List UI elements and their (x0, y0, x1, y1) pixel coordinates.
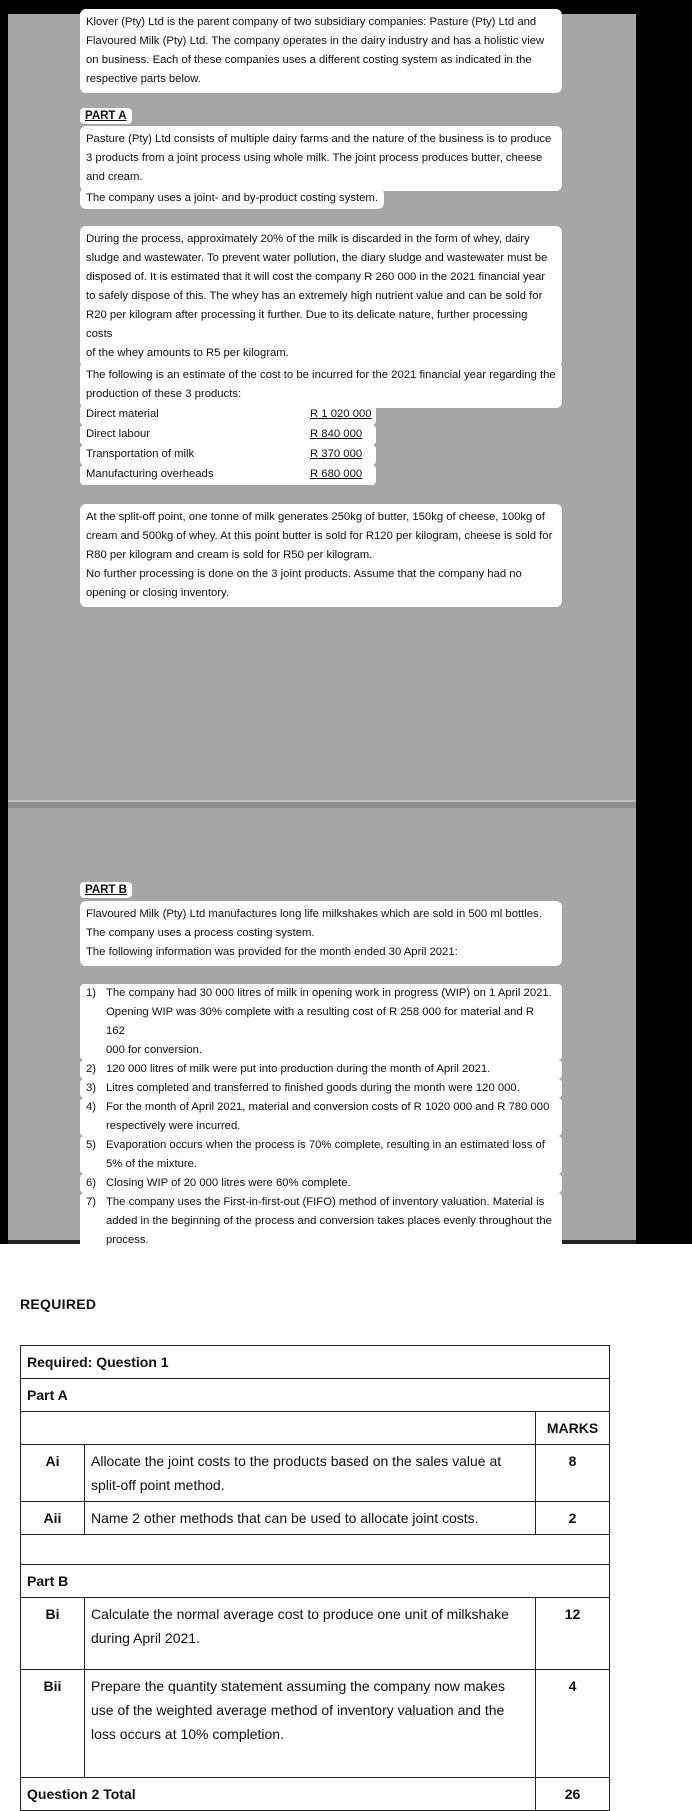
intro-line: Flavoured Milk (Pty) Ltd. The company operates in the dairy industry and has a holistic view (86, 35, 545, 47)
list-item-line: Opening WIP was 30% complete with a resulting cost of R 258 000 for material and R 162 (106, 1006, 535, 1037)
cost-label: Direct labour (86, 428, 151, 440)
left-dark-bar (0, 0, 8, 1244)
whey-line: R20 per kilogram after processing it further. Due to its delicate nature, further processing costs (86, 309, 528, 340)
cost-value: R 680 000 (310, 468, 363, 480)
question-marks: 8 (536, 1445, 610, 1502)
part-a-costing-system (80, 188, 384, 209)
cost-value: R 370 000 (310, 448, 363, 460)
list-item (80, 1174, 562, 1193)
part-b-intro-line: The following information was provided for the month ended 30 April 2021: (86, 946, 458, 958)
required-table (20, 1345, 610, 1811)
part-a-system-line: The company uses a joint- and by-product costing system. (86, 192, 378, 204)
cost-value: R 840 000 (310, 428, 363, 440)
part-b-intro-line: The company uses a process costing system. (86, 927, 315, 939)
part-a-description-line: and cream. (86, 171, 143, 183)
intro-line: respective parts below. (86, 73, 201, 85)
whey-paragraph (80, 226, 562, 367)
table-row (21, 1778, 610, 1811)
table-row (21, 1379, 610, 1412)
whey-line: of the whey amounts to R5 per kilogram. (86, 347, 289, 359)
list-item-number: 4) (86, 1101, 97, 1113)
question-code: Ai (21, 1445, 85, 1502)
table-title: Required: Question 1 (21, 1346, 610, 1379)
part-b-information-list (80, 984, 562, 1250)
whey-line: to safely dispose of this. The whey has an extremely high nutrient value and can be sold for (86, 290, 543, 302)
list-item-line: respectively were incurred. (106, 1120, 241, 1132)
list-item-number: 5) (86, 1139, 97, 1151)
whey-line: disposed of. It is estimated that it will cost the company R 260 000 in the 2021 financial year (86, 271, 546, 283)
total-marks: 26 (536, 1778, 610, 1811)
list-item-text (106, 1174, 556, 1193)
list-item (80, 1098, 562, 1136)
total-label: Question 2 Total (21, 1778, 536, 1811)
cost-label: Transportation of milk (86, 448, 195, 460)
list-item-number: 7) (86, 1196, 97, 1208)
part-a-description (80, 126, 562, 191)
question-code: Aii (21, 1502, 85, 1535)
question-marks: 2 (536, 1502, 610, 1535)
cost-row-transportation (80, 445, 376, 465)
part-b-intro (80, 901, 562, 966)
list-item-line: 5% of the mixture. (106, 1158, 198, 1170)
split-line: At the split-off point, one tonne of milk generates 250kg of butter, 150kg of cheese, 100kg of (86, 511, 545, 523)
page-break (8, 800, 636, 808)
part-b-heading: PART B (80, 882, 132, 898)
list-item-text (106, 1079, 556, 1098)
empty-cell (21, 1535, 610, 1565)
estimate-paragraph (80, 362, 562, 408)
question-text: Calculate the normal average cost to produce one unit of milkshake during April 2021. (85, 1598, 536, 1670)
list-item-line: 120 000 litres of milk were put into production during the month of April 2021. (106, 1063, 491, 1075)
cost-label: Manufacturing overheads (86, 468, 214, 480)
list-item-line: For the month of April 2021, material and conversion costs of R 1020 000 and R 780 000 (106, 1101, 550, 1113)
cost-row-direct-labour (80, 425, 376, 445)
split-line: R80 per kilogram and cream is sold for R50 per kilogram. (86, 549, 373, 561)
question-text: Prepare the quantity statement assuming the company now makes use of the weighted average method of inventory valuation and the loss occurs at 10% completion. (85, 1670, 536, 1778)
list-item-line: 000 for conversion. (106, 1044, 203, 1056)
whey-line: sludge and wastewater. To prevent water pollution, the diary sludge and wastewater must be (86, 252, 548, 264)
question-marks: 4 (536, 1670, 610, 1778)
list-item (80, 1136, 562, 1174)
list-item-number: 6) (86, 1177, 97, 1189)
list-item-text (106, 984, 556, 1060)
table-row (21, 1565, 610, 1598)
part-a-description-line: Pasture (Pty) Ltd consists of multiple dairy farms and the nature of the business is to produce (86, 133, 552, 145)
list-item-number: 1) (86, 987, 97, 999)
list-item-line: Evaporation occurs when the process is 70% complete, resulting in an estimated loss of (106, 1139, 545, 1151)
table-row (21, 1598, 610, 1670)
table-row (21, 1445, 610, 1502)
intro-line: on business. Each of these companies uses a different costing system as indicated in the (86, 54, 532, 66)
estimate-line: The following is an estimate of the cost to be incurred for the 2021 financial year regarding the (86, 369, 556, 381)
part-b-label: Part B (21, 1565, 610, 1598)
table-row (21, 1412, 610, 1445)
list-item-line: The company uses the First-in-first-out (FIFO) method of inventory valuation. Material is (106, 1196, 545, 1208)
question-text: Name 2 other methods that can be used to allocate joint costs. (85, 1502, 536, 1535)
marks-header: MARKS (536, 1412, 610, 1445)
right-dark-bar (636, 0, 692, 1244)
intro-paragraph (80, 9, 562, 93)
part-a-heading: PART A (80, 108, 132, 124)
empty-cell (21, 1412, 536, 1445)
list-item-text (106, 1193, 556, 1250)
cost-label: Direct material (86, 408, 159, 420)
cost-row-direct-material (80, 405, 376, 425)
required-heading: REQUIRED (20, 1296, 97, 1312)
list-item-line: Litres completed and transferred to finished goods during the month were 120 000. (106, 1082, 520, 1094)
whey-line: During the process, approximately 20% of the milk is discarded in the form of whey, dairy (86, 233, 530, 245)
list-item (80, 1193, 562, 1250)
question-marks: 12 (536, 1598, 610, 1670)
cost-value: R 1 020 000 (310, 408, 372, 420)
table-row (21, 1535, 610, 1565)
list-item-number: 3) (86, 1082, 97, 1094)
list-item-line: Closing WIP of 20 000 litres were 60% complete. (106, 1177, 351, 1189)
estimate-line: production of these 3 products: (86, 388, 242, 400)
split-off-paragraph (80, 504, 562, 607)
part-b-intro-line: Flavoured Milk (Pty) Ltd manufactures long life milkshakes which are sold in 500 ml bottles. (86, 908, 542, 920)
intro-line: Klover (Pty) Ltd is the parent company of two subsidiary companies: Pasture (Pty) Ltd and (86, 16, 537, 28)
list-item-number: 2) (86, 1063, 97, 1075)
split-line: cream and 500kg of whey. At this point butter is sold for R120 per kilogram, cheese is sold for (86, 530, 553, 542)
question-code: Bi (21, 1598, 85, 1670)
list-item-text (106, 1060, 556, 1079)
table-row (21, 1502, 610, 1535)
list-item-line: The company had 30 000 litres of milk in opening work in progress (WIP) on 1 April 2021. (106, 987, 552, 999)
split-line: No further processing is done on the 3 joint products. Assume that the company had no (86, 568, 522, 580)
question-text: Allocate the joint costs to the products based on the sales value at split-off point method. (85, 1445, 536, 1502)
list-item-text (106, 1098, 556, 1136)
table-row (21, 1670, 610, 1778)
list-item (80, 1079, 562, 1098)
list-item-text (106, 1136, 556, 1174)
cost-row-overheads (80, 465, 376, 485)
question-code: Bii (21, 1670, 85, 1778)
list-item (80, 1060, 562, 1079)
part-a-label: Part A (21, 1379, 610, 1412)
list-item (80, 984, 562, 1060)
list-item-line: added in the beginning of the process and conversion takes places evenly throughout the (106, 1215, 552, 1227)
part-a-description-line: 3 products from a joint process using whole milk. The joint process produces butter, cheese (86, 152, 543, 164)
table-row (21, 1346, 610, 1379)
split-line: opening or closing inventory. (86, 587, 229, 599)
list-item-line: process. (106, 1234, 149, 1246)
